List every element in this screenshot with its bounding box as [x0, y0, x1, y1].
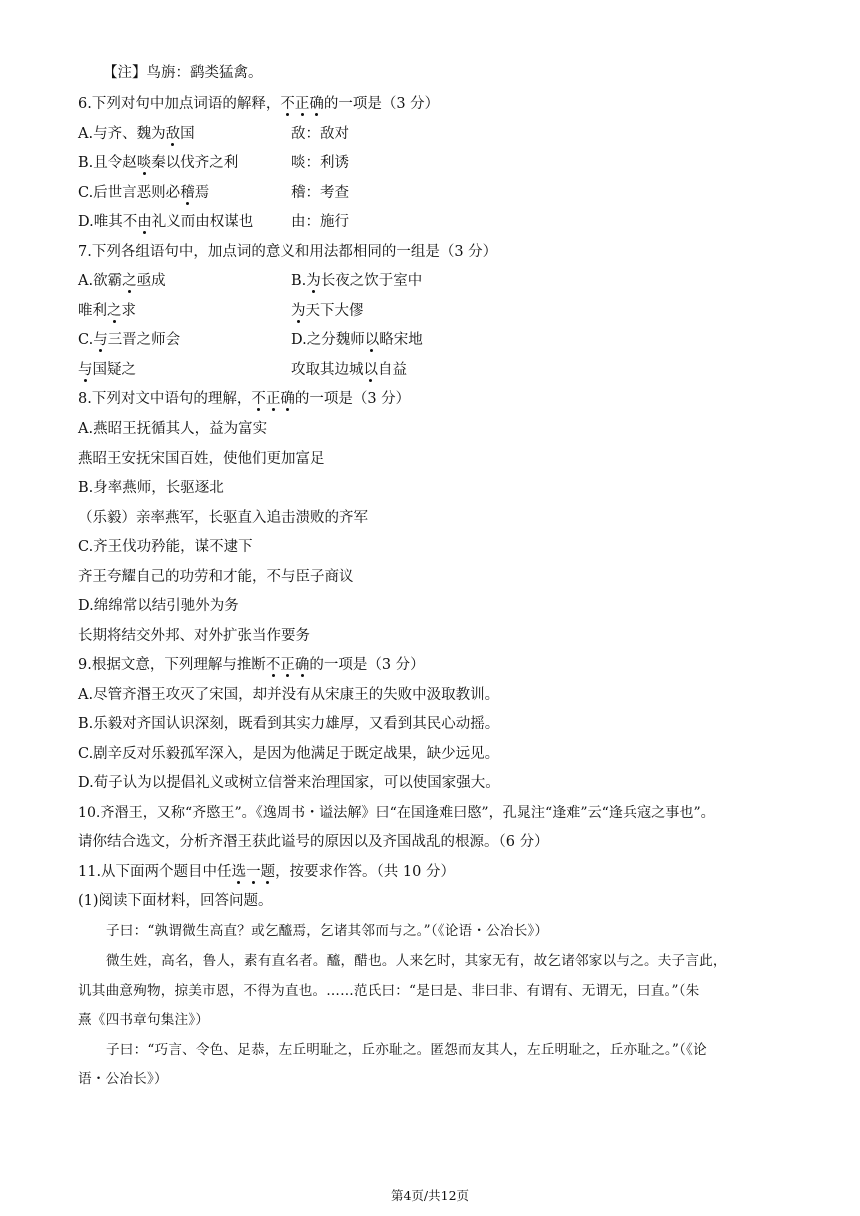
q6-option-d: D.唯其不由礼义而由权谋也 [78, 214, 254, 230]
q11-sub-question-1: (1)阅读下面材料，回答问题。 [78, 893, 273, 909]
q11-material-2-line-2: 讥其曲意殉物，掠美市恩，不得为直也。……范氏曰：“是曰是、非曰非、有谓有、无谓无，曰直。”（朱 [78, 983, 700, 999]
q7-row-3-right: D.之分魏师以略宋地 [291, 332, 423, 348]
q11-material-3-line-1: 子曰：“巧言、令色、足恭，左丘明耻之，丘亦耻之。匿怨而友其人，左丘明耻之，丘亦耻之。”（《论 [106, 1042, 707, 1058]
q11-stem: 11.从下面两个题目中任选一题，按要求作答。（共 10 分） [78, 864, 455, 880]
q7-row-4-left: 与国疑之 [78, 362, 136, 378]
page-number: 第4页/共12页 [390, 1188, 470, 1203]
q8-stem: 8.下列对文中语句的理解，不正确的一项是（3 分） [78, 391, 411, 407]
q10-line-2: 请你结合选文，分析齐湣王获此谥号的原因以及齐国战乱的根源。（6 分） [78, 834, 549, 850]
q9-option-c: C.剧辛反对乐毅孤军深入，是因为他满足于既定战果，缺少远见。 [78, 746, 500, 762]
q7-row-2-left: 唯利之求 [78, 303, 136, 319]
q10-line-1: 10.齐湣王，又称“齐愍王”。《逸周书・谥法解》曰“在国逢难曰愍”，孔晁注“逢难”云“逢兵寇之事也”。 [78, 805, 715, 821]
q8-option-d: D.绵绵常以结引驰外为务 [78, 598, 239, 614]
q8-option-c-translation: 齐王夸耀自己的功劳和才能，不与臣子商议 [78, 569, 354, 585]
q6-option-b-gloss: 啖：利诱 [291, 155, 349, 171]
q7-row-1-left: A.欲霸之亟成 [78, 273, 166, 289]
q8-option-c: C.齐王伐功矜能，谋不逮下 [78, 539, 253, 555]
q8-option-a-translation: 燕昭王安抚宋国百姓，使他们更加富足 [78, 451, 325, 467]
q9-option-b: B.乐毅对齐国认识深刻，既看到其实力雄厚，又看到其民心动摇。 [78, 716, 500, 732]
note-line: 【注】鸟旃：鹞类猛禽。 [103, 65, 263, 81]
q6-option-a-gloss: 敌：敌对 [291, 126, 349, 142]
q6-option-d-gloss: 由：施行 [291, 214, 349, 230]
q9-option-a: A.尽管齐湣王攻灭了宋国，却并没有从宋康王的失败中汲取教训。 [78, 687, 500, 703]
q7-stem: 7.下列各组语句中，加点词的意义和用法都相同的一组是（3 分） [78, 244, 498, 260]
q11-material-1: 子曰：“孰谓微生高直？或乞醯焉，乞诸其邻而与之。”（《论语・公冶长》） [106, 923, 549, 939]
q7-row-1-right: B.为长夜之饮于室中 [291, 273, 423, 289]
q8-option-b: B.身率燕师，长驱逐北 [78, 480, 224, 496]
q8-option-d-translation: 长期将结交外邦、对外扩张当作要务 [78, 628, 310, 644]
q6-option-b: B.且令赵啖秦以伐齐之利 [78, 155, 239, 171]
q9-option-d: D.荀子认为以提倡礼义或树立信誉来治理国家，可以使国家强大。 [78, 775, 500, 791]
q6-option-c: C.后世言恶则必稽焉 [78, 185, 210, 201]
q7-row-2-right: 为天下大僇 [291, 303, 364, 319]
q11-material-2-line-3: 熹《四书章句集注》） [78, 1012, 210, 1028]
q6-stem: 6.下列对句中加点词语的解释，不正确的一项是（3 分） [78, 96, 440, 112]
q6-option-c-gloss: 稽：考查 [291, 185, 349, 201]
q6-option-a: A.与齐、魏为敌国 [78, 126, 195, 142]
q8-option-a: A.燕昭王抚循其人，益为富实 [78, 421, 268, 437]
q7-row-3-left: C.与三晋之师会 [78, 332, 181, 348]
q11-material-2-line-1: 微生姓，高名，鲁人，素有直名者。醯，醋也。人来乞时，其家无有，故乞诸邻家以与之。夫子言此， [106, 953, 727, 969]
q11-material-3-line-2: 语・公冶长》） [78, 1071, 168, 1087]
q8-option-b-translation: （乐毅）亲率燕军，长驱直入追击溃败的齐军 [78, 510, 368, 526]
q9-stem: 9.根据文意，下列理解与推断不正确的一项是（3 分） [78, 657, 425, 673]
q7-row-4-right: 攻取其边城以自益 [291, 362, 407, 378]
